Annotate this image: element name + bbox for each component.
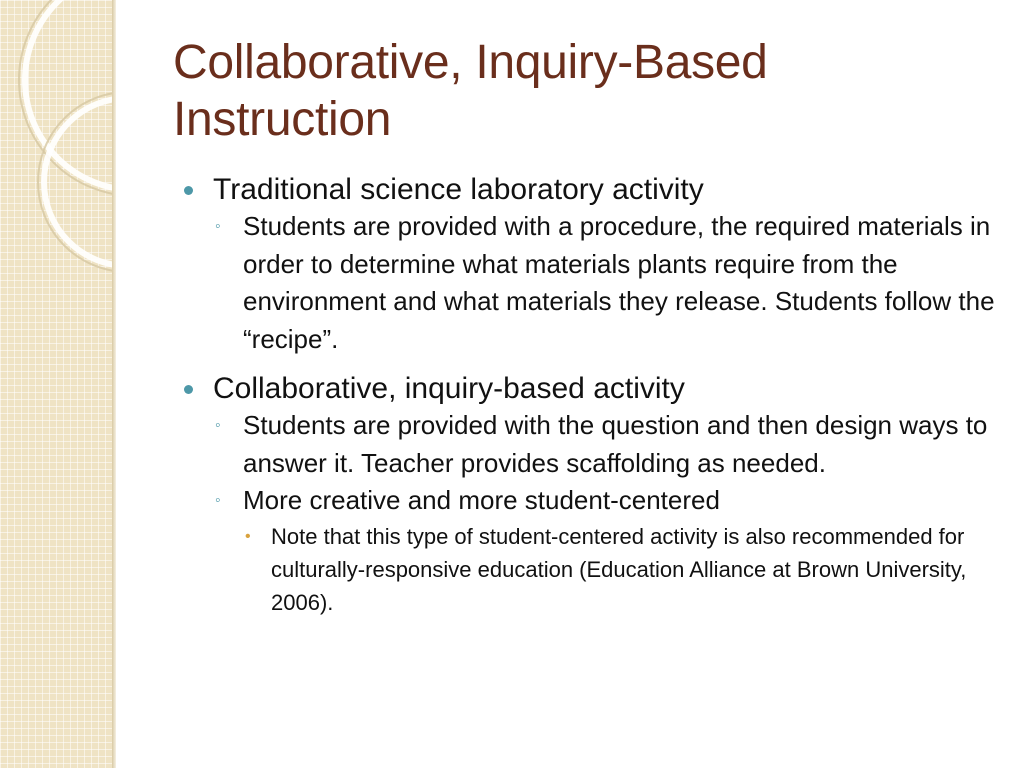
subbullet-more-creative (214, 482, 1004, 520)
bullet-ring-icon: ◦ (215, 218, 221, 235)
bullet-dot-icon (184, 385, 193, 394)
decorative-side-band (0, 0, 112, 768)
bullet-ring-icon: ◦ (215, 492, 221, 509)
bullet-traditional-activity (184, 171, 1004, 208)
bullet-inquiry-activity (184, 370, 1004, 407)
subbullet-text: Students are provided with a procedure, the required materials in order to determine what materials plants require from the environment and what materials they release. Students follow the “recipe”. (243, 211, 995, 354)
slide-title: Collaborative, Inquiry-Based Instruction (173, 36, 768, 146)
bullet-ring-icon: ◦ (215, 417, 221, 434)
subbullet-inquiry-description (214, 407, 1004, 482)
bullet-small-dot-icon: • (245, 527, 251, 545)
subbullet-text: Students are provided with the question and then design ways to answer it. Teacher provides scaffolding as needed. (243, 410, 988, 478)
note-text: Note that this type of student-centered activity is also recommended for culturally-responsive education (Education Alliance at Brown University, 2006). (271, 523, 967, 615)
subbullet-text: More creative and more student-centered (243, 485, 720, 515)
subbullet-traditional-description (214, 208, 1004, 358)
note-culturally-responsive (243, 520, 1004, 619)
bullet-dot-icon (184, 186, 193, 195)
side-band-edge (112, 0, 116, 768)
bullet-text: Traditional science laboratory activity (213, 173, 704, 206)
bullet-text: Collaborative, inquiry-based activity (213, 372, 685, 405)
decorative-rings (0, 0, 112, 768)
slide-body (184, 171, 1004, 619)
